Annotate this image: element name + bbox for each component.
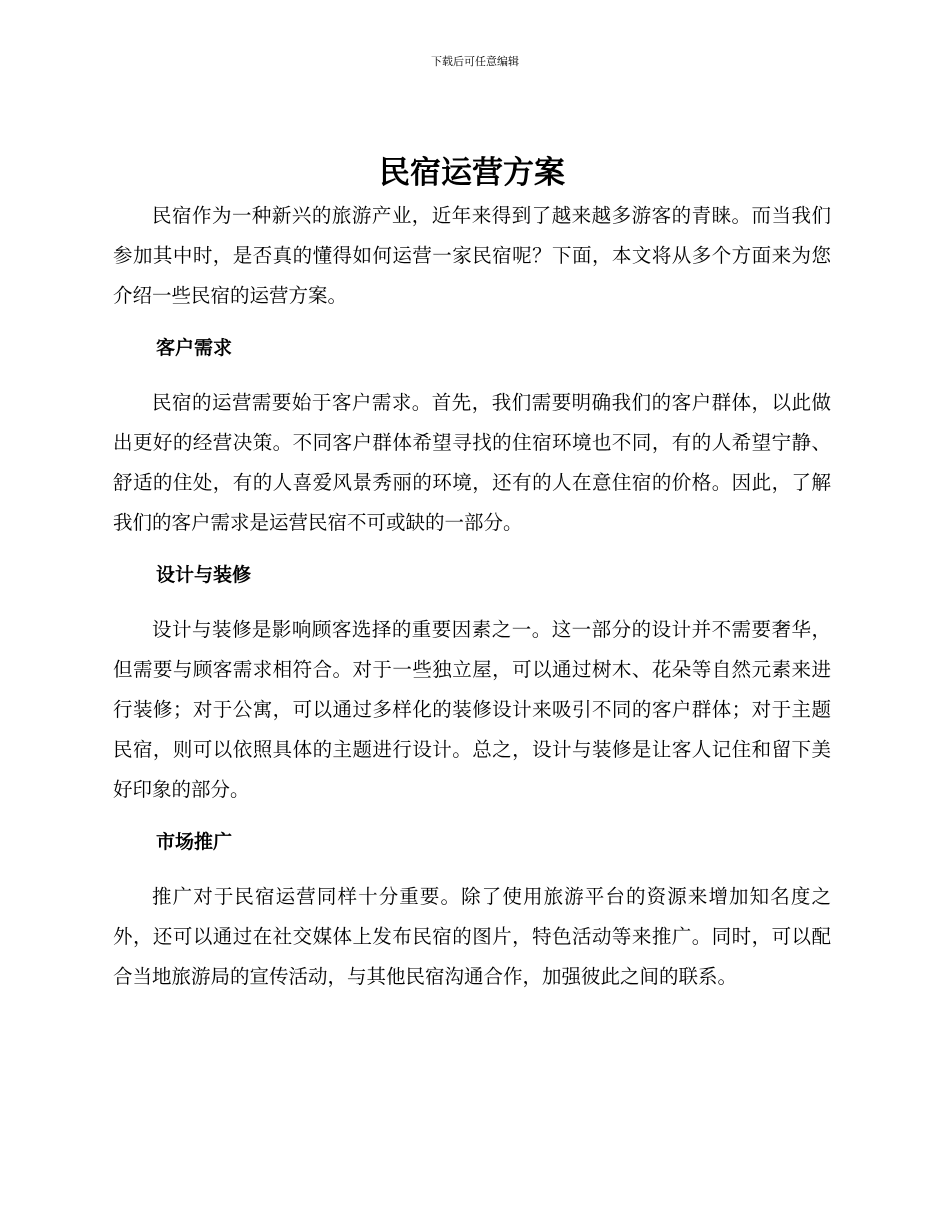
section-heading-marketing: 市场推广 (156, 831, 233, 853)
section-body-design-decoration: 设计与装修是影响顾客选择的重要因素之一。这一部分的设计并不需要奢华，但需要与顾客需求相符合。对于一些独立屋，可以通过树木、花朵等自然元素来进行装修；对于公寓，可以通过多样化的装修设计来吸引不同的客户群体；对于主题民宿，则可以依照具体的主题进行设计。总之，设计与装修是让客人记住和留下美好印象的部分。 (113, 618, 831, 801)
section-heading-design-decoration: 设计与装修 (156, 564, 252, 586)
header-note: 下载后可任意编辑 (431, 55, 519, 68)
document-body (113, 150, 831, 997)
document-title: 民宿运营方案 (379, 155, 565, 191)
section-heading-customer-needs: 客户需求 (156, 337, 233, 359)
intro-paragraph: 民宿作为一种新兴的旅游产业，近年来得到了越来越多游客的青睐。而当我们参加其中时，是否真的懂得如何运营一家民宿呢？下面，本文将从多个方面来为您介绍一些民宿的运营方案。 (113, 204, 831, 307)
section-body-customer-needs: 民宿的运营需要始于客户需求。首先，我们需要明确我们的客户群体，以此做出更好的经营决策。不同客户群体希望寻找的住宿环境也不同，有的人希望宁静、舒适的住处，有的人喜爱风景秀丽的环境，还有的人在意住宿的价格。因此，了解我们的客户需求是运营民宿不可或缺的一部分。 (113, 391, 831, 534)
section-body-marketing: 推广对于民宿运营同样十分重要。除了使用旅游平台的资源来增加知名度之外，还可以通过在社交媒体上发布民宿的图片，特色活动等来推广。同时，可以配合当地旅游局的宣传活动，与其他民宿沟通合作，加强彼此之间的联系。 (113, 885, 831, 988)
